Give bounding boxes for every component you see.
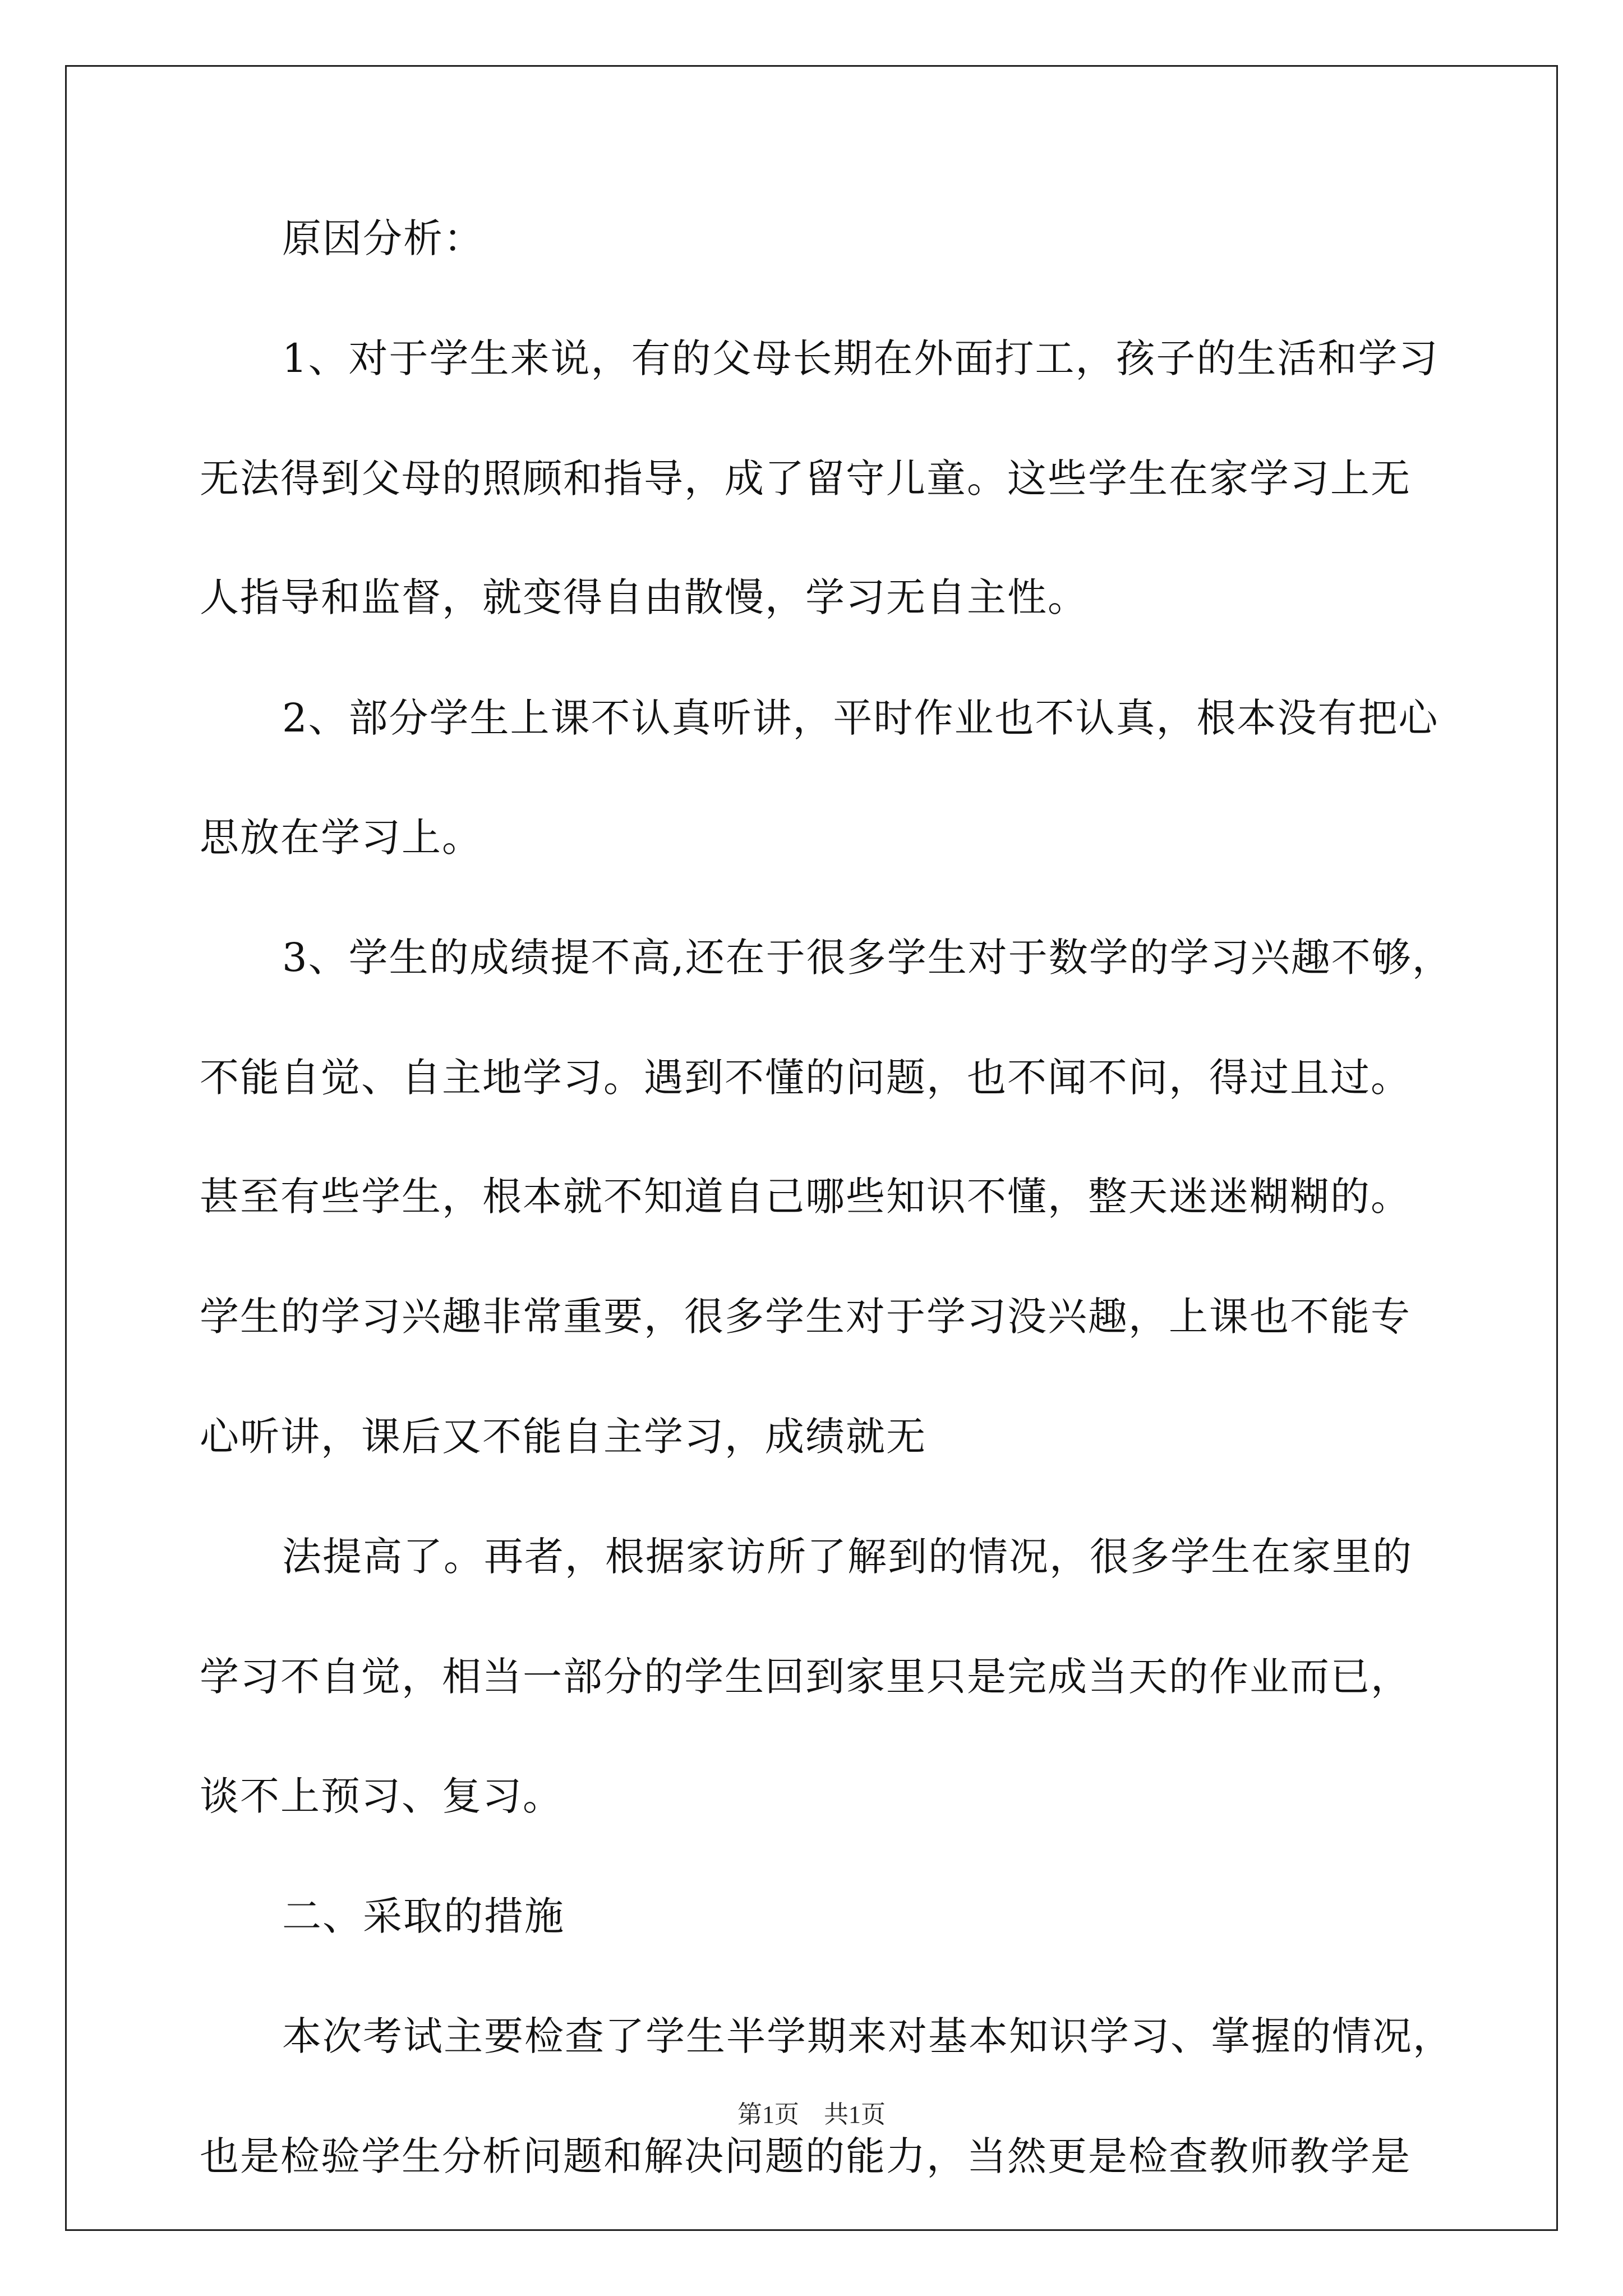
text-line: 学习不自觉，相当一部分的学生回到家里只是完成当天的作业而已， (200, 1654, 1411, 1700)
text-line: 1、对于学生来说，有的父母长期在外面打工，孩子的生活和学习 (282, 335, 1439, 381)
section-heading: 二、采取的措施 (282, 1893, 565, 1939)
page-number: 第1页 共1页 (737, 2101, 886, 2128)
text-line: 人指导和监督，就变得自由散慢，学习无自主性。 (200, 574, 1088, 620)
text-line: 谈不上预习、复习。 (200, 1773, 563, 1819)
text-line: 无法得到父母的照顾和指导，成了留守儿童。这些学生在家学习上无 (200, 455, 1411, 501)
text-line: 3、学生的成绩提不高,还在于很多学生对于数学的学习兴趣不够， (282, 935, 1453, 981)
text-line: 法提高了。再者，根据家访所了解到的情况，很多学生在家里的 (282, 1534, 1413, 1580)
text-line: 原因分析： (282, 215, 484, 261)
text-line: 也是检验学生分析问题和解决问题的能力，当然更是检查教师教学是 (200, 2133, 1411, 2179)
text-line: 2、部分学生上课不认真听讲，平时作业也不认真，根本没有把心 (282, 695, 1439, 741)
text-line: 本次考试主要检查了学生半学期来对基本知识学习、掌握的情况， (282, 2013, 1453, 2059)
text-line: 甚至有些学生，根本就不知道自己哪些知识不懂，整天迷迷糊糊的。 (200, 1174, 1411, 1220)
text-line: 不能自觉、自主地学习。遇到不懂的问题，也不闻不问，得过且过。 (200, 1055, 1411, 1101)
text-line: 思放在学习上。 (200, 815, 482, 861)
text-line: 学生的学习兴趣非常重要，很多学生对于学习没兴趣，上课也不能专 (200, 1294, 1411, 1340)
text-line: 心听讲，课后又不能自主学习，成绩就无 (200, 1414, 926, 1460)
